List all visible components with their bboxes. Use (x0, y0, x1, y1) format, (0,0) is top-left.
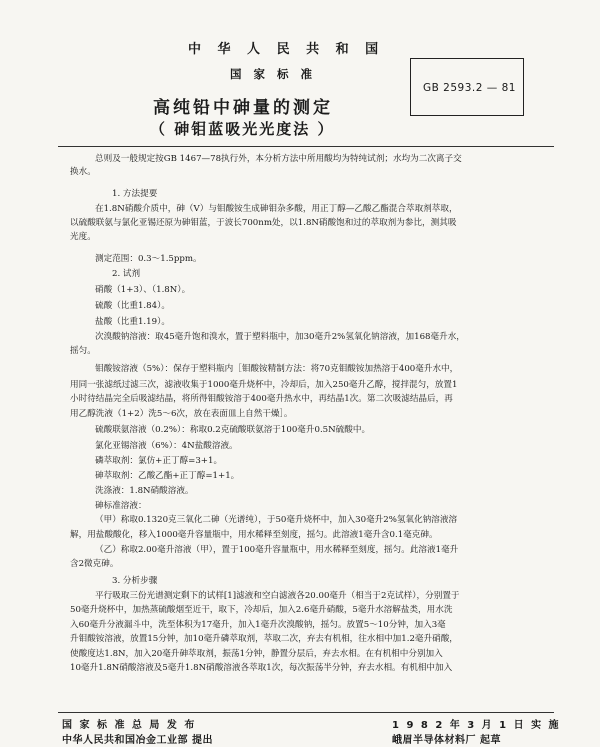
body-line: 含2微克砷。 (70, 559, 119, 569)
body-line: 总则及一般规定按GB 1467—78执行外，本分析方法中所用酸均为特纯试剂；水均为二次离子交 (95, 154, 462, 164)
body-line: （甲）称取0.1320克三氧化二砷（光谱纯），于50毫升烧杯中，加入30毫升2%氢氧化钠溶液溶 (95, 515, 458, 525)
footer-rule (58, 712, 554, 713)
body-line: 测定范围：0.3～1.5ppm。 (95, 254, 202, 264)
document-subtitle: （ 砷钼蓝吸光光度法 ） (150, 120, 335, 138)
body-line: 硫酸联氨溶液（0.2%）：称取0.2克硫酸联氨溶于100毫升0.5N硫酸中。 (95, 425, 371, 435)
body-line: 3. 分析步骤 (112, 576, 158, 586)
top-rule (58, 146, 554, 147)
body-line: 换水。 (70, 167, 96, 177)
body-line: 以硫酸联氨与氯化亚锡还原为砷钼蓝，于波长700nm处，以1.8N硝酸饱和过的萃取剂为参比，测其吸 (70, 218, 457, 228)
body-line: 氯化亚锡溶液（6%）：4N盐酸溶液。 (95, 441, 238, 451)
body-line: 用同一张滤纸过滤三次，滤液收集于1000毫升烧杯中，冷却后，加入250毫升乙醇，搅拌混匀，放置1 (70, 380, 458, 390)
standard-number-box (410, 58, 524, 116)
body-line: 摇匀。 (70, 346, 96, 356)
body-line: 平行吸取三份光谱测定剩下的试样[1]滤液和空白滤液各20.00毫升（相当于2克试样），分别置于 (95, 591, 460, 601)
body-line: 砷萃取剂：乙酸乙酯+正丁醇=1+1。 (95, 471, 240, 481)
body-line: 解，用盐酸酸化，移入1000毫升容量瓶中，用水稀释至刻度，摇匀。此溶液1毫升含0.1毫克砷。 (70, 530, 438, 540)
org-line-1: 中 华 人 民 共 和 国 (188, 42, 385, 57)
body-line: 在1.8N硝酸介质中，砷（V）与钼酸铵生成砷钼杂多酸，用正丁醇—乙酸乙酯混合萃取剂萃取， (95, 204, 458, 214)
body-line: 升钼酸铵溶液，放置15分钟，加10毫升磷萃取剂，萃取二次，弃去有机相，往水相中加1.2毫升硝酸， (70, 634, 458, 644)
body-line: 磷萃取剂：氯仿+正丁醇=3+1。 (95, 456, 223, 466)
body-line: 光度。 (70, 232, 96, 242)
body-line: 硫酸（比重1.84）。 (95, 301, 170, 311)
body-line: 砷标准溶液： (95, 501, 147, 511)
body-line: 10毫升1.8N硝酸溶液及5毫升1.8N硝酸溶液各萃取1次，每次振荡半分钟，弃去水相。有机相中加入 (70, 663, 453, 673)
body-line: 硝酸（1+3）、（1.8N）。 (95, 285, 191, 295)
proposer: 中华人民共和国冶金工业部 提出 (62, 735, 213, 746)
standard-number: GB 2593.2 — 81 (423, 82, 516, 94)
drafter: 峨眉半导体材料厂 起草 (392, 735, 501, 746)
body-line: 洗涤液：1.8N硝酸溶液。 (95, 486, 194, 496)
document-title: 高纯铅中砷量的测定 (153, 98, 333, 118)
body-line: 50毫升烧杯中，加热蒸硫酸烟至近干，取下，冷却后，加入2.6毫升硝酸，5毫升水溶解盐类，用水洗 (70, 605, 453, 615)
body-line: 1. 方法提要 (112, 189, 158, 199)
org-line-2: 国 家 标 准 (230, 67, 317, 81)
body-line: 2. 试剂 (112, 269, 141, 279)
body-line: 小时待结晶完全后吸滤结晶，将所得钼酸铵溶于400毫升热水中，再结晶1次。第二次吸滤结晶后，再 (70, 394, 453, 404)
body-line: 用乙醇洗液（1+2）洗5～6次，放在表面皿上自然干燥］。 (70, 409, 293, 419)
body-line: 入60毫升分液漏斗中，洗至体积为17毫升，加入1毫升次溴酸钠，摇匀。放置5～10分钟，加入3毫 (70, 620, 446, 630)
effective-date: 1 9 8 2 年 3 月 1 日 实 施 (392, 720, 561, 731)
body-line: （乙）称取2.00毫升溶液（甲），置于100毫升容量瓶中，用水稀释至刻度，摇匀。此溶液1毫升 (95, 545, 459, 555)
body-line: 盐酸（比重1.19）。 (95, 317, 170, 327)
issuer: 国 家 标 准 总 局 发 布 (62, 720, 197, 731)
body-line: 钼酸铵溶液（5%）：保存于塑料瓶内［钼酸铵精制方法：将70克钼酸铵加热溶于400毫升水中， (95, 364, 459, 374)
body-line: 次溴酸钠溶液：取45毫升饱和溴水，置于塑料瓶中，加30毫升2%氢氧化钠溶液，加168毫升水， (95, 332, 465, 342)
body-line: 使酸度达1.8N，加入20毫升砷萃取剂，振荡1分钟，静置分层后，弃去水相。在有机相中分别加入 (70, 649, 443, 659)
